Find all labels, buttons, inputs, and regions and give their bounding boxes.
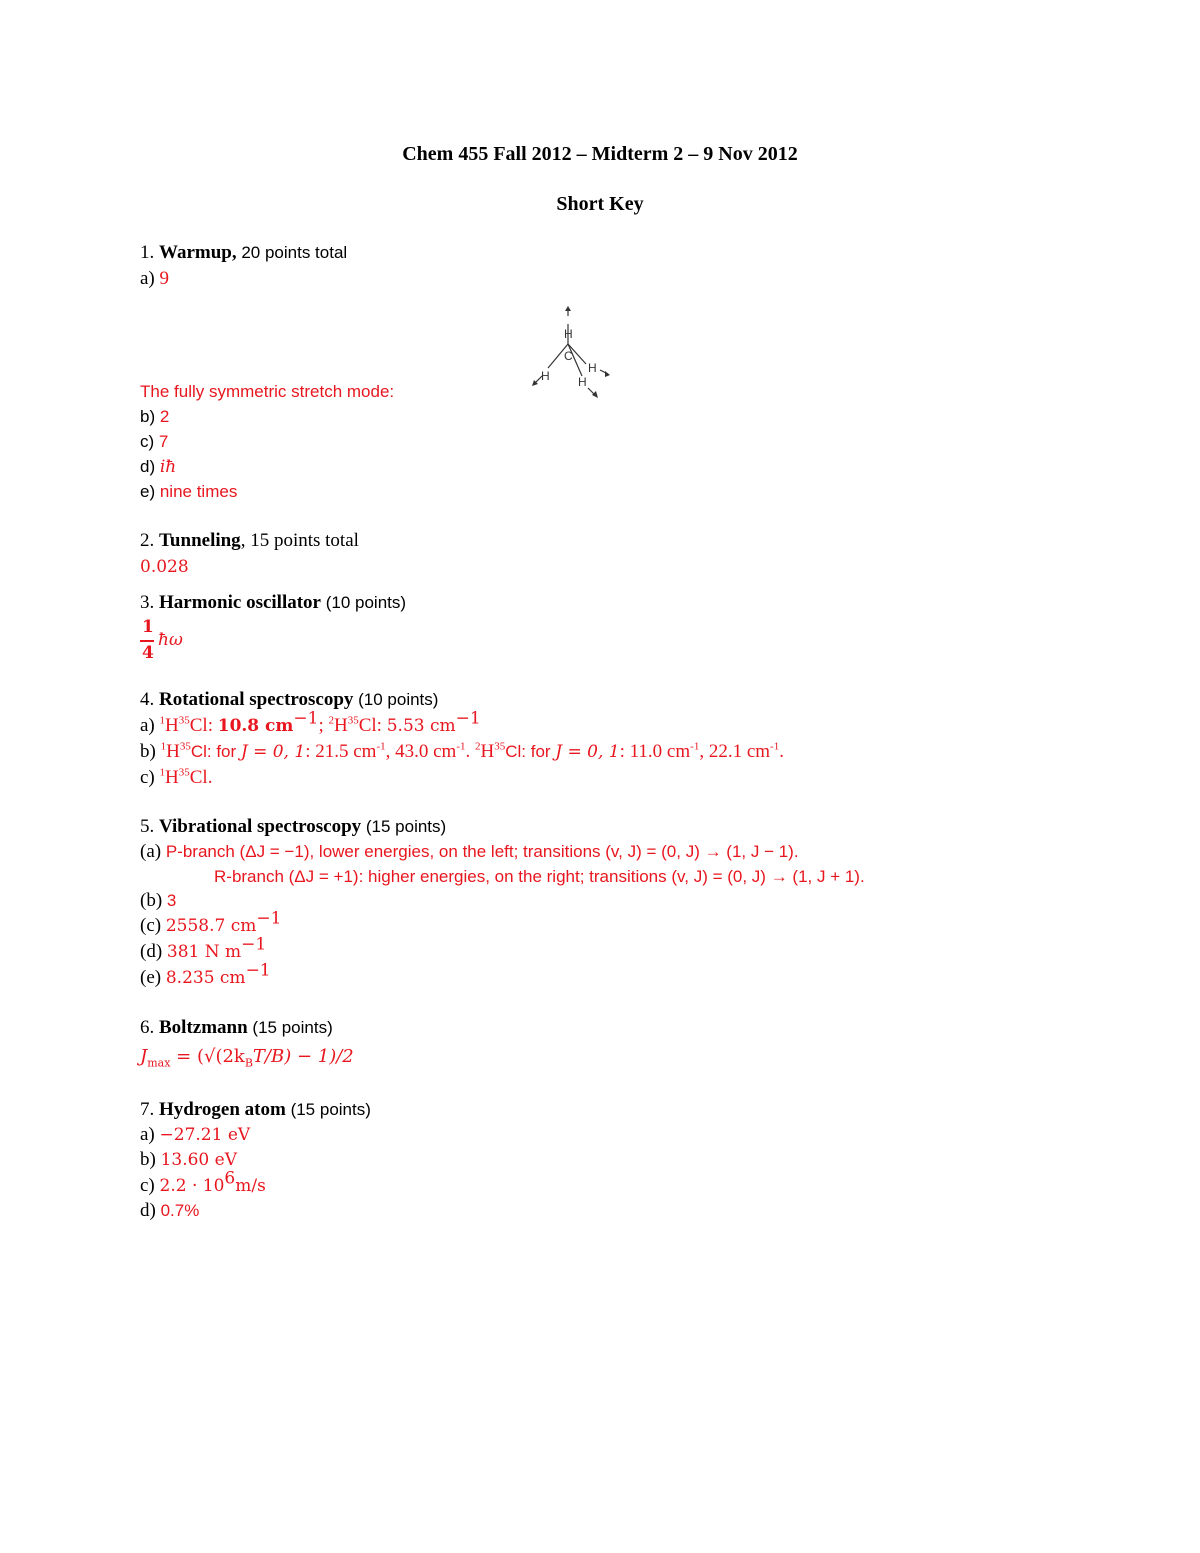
q4-c-mass2: 35 [178,766,190,779]
q4-b-p1-mass1: 1 [160,740,167,753]
q2-points: , 15 points total [240,530,359,551]
q4-a [140,708,481,738]
q3-points: (10 points) [321,593,407,612]
q4-a-p1-exp: −1 [293,708,319,729]
q5-e-exp: −1 [245,960,271,981]
q6-answer-max: max [147,1056,171,1070]
q7-a [140,1123,250,1147]
q4-b-p2-text: Cl: for [505,742,556,761]
q7-b-label: b) [140,1149,161,1170]
q4-c [140,766,212,790]
q5-number: 5. [140,816,159,837]
q6-answer-kb-sub: B [244,1056,253,1070]
q4-b-p1-math: J = 0, 1 [240,742,306,762]
q4-b-p1-h: H [166,741,180,762]
arrowhead-up [565,306,571,311]
q1-name: Warmup, [159,242,237,263]
q4-a-p2-mass2: 35 [347,714,359,727]
q4-b-p1-value1: : 21.5 cm [305,741,377,762]
q1-a [140,267,169,291]
q4-c-mass1: 1 [159,766,166,779]
q4-b-p1-exp1: -1 [376,740,386,753]
q4-a-label: a) [140,715,160,736]
q4-b-p2-h: H [480,741,495,762]
q1-e-label: e) [140,482,160,501]
q6-heading [140,1016,333,1040]
q4-b-p2-mass2: 35 [494,740,506,753]
q4-b-p1-text: Cl: for [190,742,241,761]
q4-b-p2-end: . [779,741,784,762]
q4-b-p2-exp2: -1 [770,740,780,753]
q7-a-label: a) [140,1124,160,1145]
q1-d-label: d) [140,457,160,476]
q4-b-p1-end: . [465,741,475,762]
q1-c [140,430,168,454]
q1-e [140,480,237,504]
q1-a-label: a) [140,268,160,289]
atom-h-top: H [564,327,573,341]
q4-a-p1-h: H [165,715,179,736]
q1-c-label: c) [140,432,159,451]
q7-name: Hydrogen atom [159,1099,286,1120]
q5-heading [140,815,446,839]
q7-c-label: c) [140,1175,160,1196]
q5-a-p-branch: P-branch (ΔJ = −1), lower energies, on the left; transitions (v, J) = (0, J) → (1, J − 1). [165,842,799,861]
q1-note: The fully symmetric stretch mode: [140,382,395,401]
q6-number: 6. [140,1017,159,1038]
q4-c-label: c) [140,767,160,788]
q7-number: 7. [140,1099,159,1120]
q1-c-answer: 7 [158,432,169,451]
q5-a-r-branch: R-branch (ΔJ = +1): higher energies, on the right; transitions (v, J) = (0, J) → (1, J + 1). [214,867,865,886]
q5-b-label: (b) [140,890,167,911]
q4-a-p1-mass2: 35 [178,714,190,727]
q7-a-answer: −27.21 eV [159,1125,251,1145]
q2-number: 2. [140,530,159,551]
q3-heading [140,591,406,615]
q5-c-exp: −1 [256,908,282,929]
document-subtitle: Short Key [556,193,644,215]
q7-heading [140,1098,371,1122]
q6-answer-end: T/B) − 1)/2 [252,1046,354,1067]
q7-d-answer: 0.7% [160,1201,200,1220]
q2-heading [140,529,359,553]
q4-b [140,740,784,764]
q5-d-exp: −1 [241,934,267,955]
q4-c-cl: Cl. [189,767,213,788]
q5-b [140,889,176,913]
q6-answer [140,1045,354,1069]
q4-b-p1-exp2: -1 [456,740,466,753]
q5-b-answer: 3 [166,891,177,910]
q7-c-exp: 6 [224,1168,236,1189]
q4-b-label: b) [140,741,161,762]
q2-name: Tunneling [159,530,241,551]
q1-a-answer: 9 [159,268,170,289]
q1-b [140,405,169,429]
q5-e-label: (e) [140,967,166,988]
q4-a-p1-value: 10.8 cm [217,716,294,736]
q4-b-p2-exp1: -1 [690,740,700,753]
q3-name: Harmonic oscillator [159,592,321,613]
q5-c-label: (c) [140,915,166,936]
atom-c: C [564,349,573,363]
arrowhead-down [592,391,598,398]
arrowhead-right [605,371,610,377]
q1-number: 1. [140,242,159,263]
q1-d [140,455,176,479]
q1-heading [140,241,347,265]
q5-d-label: (d) [140,941,167,962]
q5-a-label: (a) [140,841,166,862]
q7-d-label: d) [140,1200,161,1221]
q5-a-line1 [140,840,799,864]
q3-fraction-denominator: 4 [142,643,154,663]
q7-c-unit: m/s [235,1176,266,1196]
atom-h-left: H [541,369,550,383]
q1-d-answer: iħ [159,457,177,477]
q7-d [140,1199,199,1223]
q4-a-separator: ; [318,715,329,736]
q1-points: 20 points total [236,243,348,262]
q6-answer-j: J [140,1046,148,1067]
q7-b-answer: 13.60 eV [160,1150,237,1170]
q5-e-answer: 8.235 cm [165,968,246,988]
q4-a-p2-h: H [334,715,348,736]
q3-fraction-bar [140,640,154,642]
q4-a-p2-value: 5.53 cm [386,716,456,736]
q1-b-label: b) [140,407,160,426]
q4-a-p1-mass1: 1 [159,714,166,727]
q3-fraction-hbar-omega: ħω [158,630,183,650]
q6-name: Boltzmann [159,1017,248,1038]
q5-e [140,960,271,990]
q4-a-p1-cl: Cl: [189,715,218,736]
q5-points: (15 points) [361,817,447,836]
q6-points: (15 points) [247,1018,333,1037]
q3-fraction-numerator: 1 [142,617,154,637]
q5-d-answer: 381 N m [166,942,242,962]
q4-b-p2-value2: , 22.1 cm [699,741,771,762]
q4-a-p2-exp: −1 [455,708,481,729]
q4-b-p1-mass2: 35 [179,740,191,753]
q2-answer: 0.028 [140,557,189,577]
q4-c-h: H [165,767,179,788]
q4-b-p2-value1: : 11.0 cm [619,741,691,762]
q7-b [140,1148,237,1172]
q5-name: Vibrational spectroscopy [159,816,362,837]
atom-h-bottom: H [578,375,587,389]
methane-stretch-diagram [528,306,618,402]
q4-a-p2-cl: Cl: [358,715,387,736]
q4-a-p2-mass1: 2 [328,714,334,727]
q4-heading [140,688,438,712]
q4-b-p2-math: J = 0, 1 [555,742,620,762]
q4-b-p2-mass1: 2 [475,740,481,753]
q7-c-answer: 2.2 · 10 [159,1176,225,1196]
q3-number: 3. [140,592,159,613]
q5-c-answer: 2558.7 cm [165,916,257,936]
q4-name: Rotational spectroscopy [159,689,354,710]
q1-e-answer: nine times [159,482,238,501]
q6-answer-sqrt: = (√(2k [170,1046,245,1067]
q4-points: (10 points) [353,690,439,709]
q7-c [140,1168,266,1198]
q4-number: 4. [140,689,159,710]
atom-h-right: H [588,361,597,375]
q4-b-p1-value2: , 43.0 cm [385,741,457,762]
q1-b-answer: 2 [159,407,170,426]
q7-points: (15 points) [285,1100,371,1119]
document-title: Chem 455 Fall 2012 – Midterm 2 – 9 Nov 2012 [402,143,798,165]
